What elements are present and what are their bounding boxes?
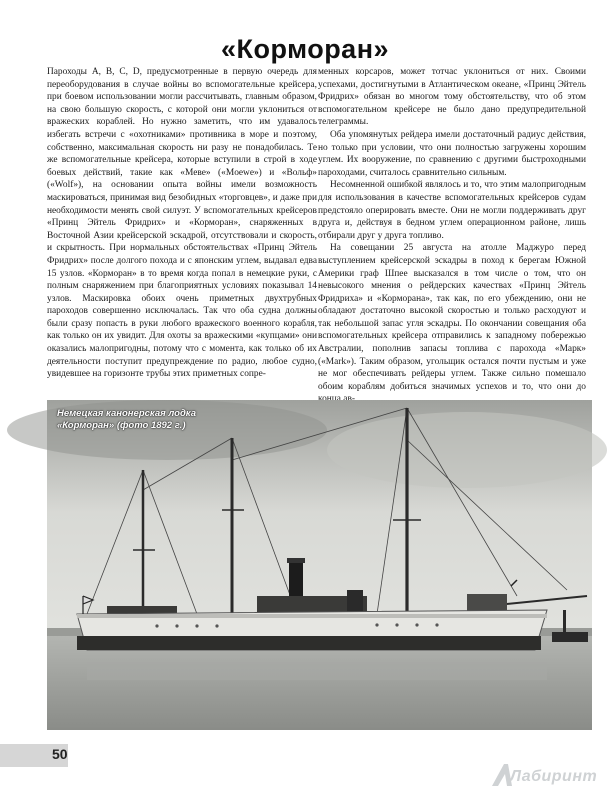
paragraph: На совещании 25 августа на атолле Маджуро перед выступлением крейсерской эскадры в поход к берегам Южной Америки граф Шпее высказался в том числе о том, что он невысокого мнения о рейдерских качествах «Принц Эйтель Фридриха» и «Корморана», так как, по его убеждению, они не обладают достаточно высокой скоростью и только расходуют и так небольшой запас угля эскадры. По окончании совещания оба вспомогательных крейсера отправились к западному побережью Австралии, пополнив запасы топлива с парохода «Марк» («Mark»). Таким образом, угольщик остался почти пустым и уже не мог обеспечивать рейдеры углем. Также сильно помешало обоим кораблям добиться значимых успехов и то, что они до: [318, 243, 586, 392]
gunboat-illustration: [47, 400, 592, 730]
paragraph: Пароходы A, B, C, D, предусмотренные в первую очередь для переоборудования в случае войны во вспомогательные крейсера, при боевом использовании могли рассчитывать, главным образом, на свою большую скорость, с которой они могли уклониться от вражеских кораблей. Но нужно заметить, что им удавалось избегать встречи с «охотниками» противника в море и поэтому, собственно, максимальная скорость ни разу не понадобилась. Те же вспомогательные крейсера, которые вступили в строй в ходе боевых действий, такие как «Меве» («Moewe») и «Вольф» («Wolf»), на основании опыта войны имели возможность маскироваться, принимая вид безобидных «торговцев», и даже при необходимости менять свой силуэт. У вспомогательных крейсеров «Принц Эйтель Фридрих» и «Корморан», снаряженных в Восточной Азии крейсерской эскадрой, отсутствовали и скорость, и скрытность. При нормальных обстоятельствах «Принц Эйтель Фридрих» после долгого похода и с японским углем, выдавал едва 15 узлов. «Корморан» в то время когда попал в немецкие руки, с полным снаряжением при благоприятных условиях показывал 14 узлов. Маскировка обоих очень приметных двухтрубных пароходов совершенно исключалась. Так что оба судна должны были сразу попасть в руки любого вражеского военного корабля, как только он их увидит. Для охоты за вражескими «купцами» они оказались малопригодны, потому что с момента, как только об их деятельности поступит предупреждение по радио, любое судно, увидевшее на горизонте трубы этих приметных сопре-: [47, 67, 317, 380]
watermark-text: Лабиринт: [510, 768, 598, 785]
article-title: «Корморан»: [220, 34, 390, 64]
paragraph: Несомненной ошибкой являлось и то, что этим малопригодным для использования в качестве вспомогательных крейсеров судам предстояло оперировать вместе. Они не могли поддерживать друг друга и, действуя в бедном углем операционном районе, лишь отбирали друг у друга топливо.: [318, 180, 586, 241]
text-column-left: [47, 66, 317, 396]
photo-caption: Немецкая канонерская лодка «Корморан» (фото 1892 г.): [57, 408, 197, 431]
paragraph: менных корсаров, может тотчас уклониться от них. Своими успехами, достигнутыми в Атлантическом океане, «Принц Эйтель Фридрих» обязан во многом тому обстоятельству, что об этом вспомогательном крейсере не было дано предупредительной телеграммы.: [318, 67, 586, 128]
page-number: 50: [52, 746, 68, 762]
ship-photo: [47, 400, 592, 730]
text-column-right: [318, 66, 586, 398]
paragraph: Оба упомянутых рейдера имели достаточный радиус действия, но только при условии, что они полностью загружены хорошим углем. Их вооружение, по сравнению с другими быстроходными пароходами, считалось сравнительно сильным.: [318, 129, 586, 178]
